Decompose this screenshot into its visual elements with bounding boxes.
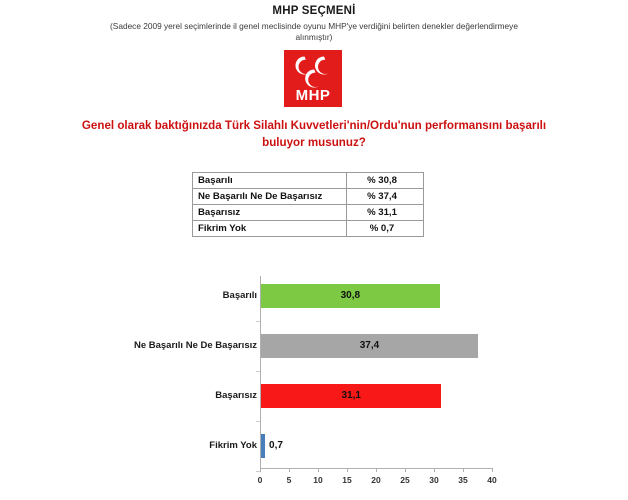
bar-row: [0, 284, 628, 308]
bar-chart: [0, 272, 628, 500]
table-cell-value: % 31,1: [347, 205, 424, 221]
results-table: [192, 172, 424, 237]
x-tick-mark: [260, 468, 261, 472]
x-tick-label: 25: [400, 475, 410, 485]
x-tick-label: 30: [429, 475, 439, 485]
header-block: [0, 4, 628, 43]
x-tick-mark: [434, 468, 435, 472]
table-cell-label: Başarılı: [193, 173, 347, 189]
bar-category-label: Başarılı: [222, 290, 257, 301]
mhp-logo: [284, 50, 342, 107]
x-tick-mark: [376, 468, 377, 472]
x-tick-label: 20: [371, 475, 381, 485]
question-text: Genel olarak baktığınızda Türk Silahlı Kuvvetleri'nin/Ordu'nun performansını başarılı buluyor musunuz?: [81, 119, 547, 149]
bar-value-label: 30,8: [340, 290, 361, 301]
y-axis-minor-tick: [256, 371, 260, 372]
bar-value-label: 37,4: [359, 340, 380, 351]
y-axis-minor-tick: [256, 421, 260, 422]
x-tick-label: 0: [257, 475, 263, 485]
x-tick-mark: [347, 468, 348, 472]
x-tick-label: 40: [487, 475, 497, 485]
table-cell-value: % 0,7: [347, 221, 424, 237]
table-cell-label: Fikrim Yok: [193, 221, 347, 237]
x-tick-mark: [289, 468, 290, 472]
x-tick-label: 35: [458, 475, 468, 485]
x-tick-mark: [492, 468, 493, 472]
bar-category-label: Ne Başarılı Ne De Başarısız: [133, 340, 257, 351]
bar-category-label: Fikrim Yok: [209, 440, 257, 451]
x-tick-label: 10: [313, 475, 323, 485]
bar-row: [0, 434, 628, 458]
y-axis-minor-tick: [256, 321, 260, 322]
bar-value-label: 0,7: [269, 440, 283, 451]
table-row: [193, 173, 424, 189]
table-cell-value: % 30,8: [347, 173, 424, 189]
bar-category-label: Başarısız: [215, 390, 257, 401]
page-title: MHP SEÇMENİ: [272, 5, 356, 17]
page-subtitle: (Sadece 2009 yerel seçimlerinde il genel meclisinde oyunu MHP'ye verdiğini belirten denekler değerlendirmeye alınmıştır): [110, 21, 518, 42]
x-tick-mark: [463, 468, 464, 472]
table-cell-label: Ne Başarılı Ne De Başarısız: [193, 189, 347, 205]
bar-row: [0, 384, 628, 408]
x-tick-label: 5: [286, 475, 292, 485]
table-cell-label: Başarısız: [193, 205, 347, 221]
table-row: [193, 221, 424, 237]
mhp-logo-text: MHP: [295, 87, 331, 104]
bar-value-label: 31,1: [341, 390, 361, 401]
x-tick-mark: [405, 468, 406, 472]
bar-rect: [261, 434, 265, 458]
table-cell-value: % 37,4: [347, 189, 424, 205]
x-tick-mark: [318, 468, 319, 472]
y-axis-minor-tick: [256, 471, 260, 472]
bar-row: [0, 334, 628, 358]
three-crescents-icon: [284, 54, 342, 88]
x-tick-label: 15: [342, 475, 352, 485]
table-row: [193, 205, 424, 221]
table-row: [193, 189, 424, 205]
